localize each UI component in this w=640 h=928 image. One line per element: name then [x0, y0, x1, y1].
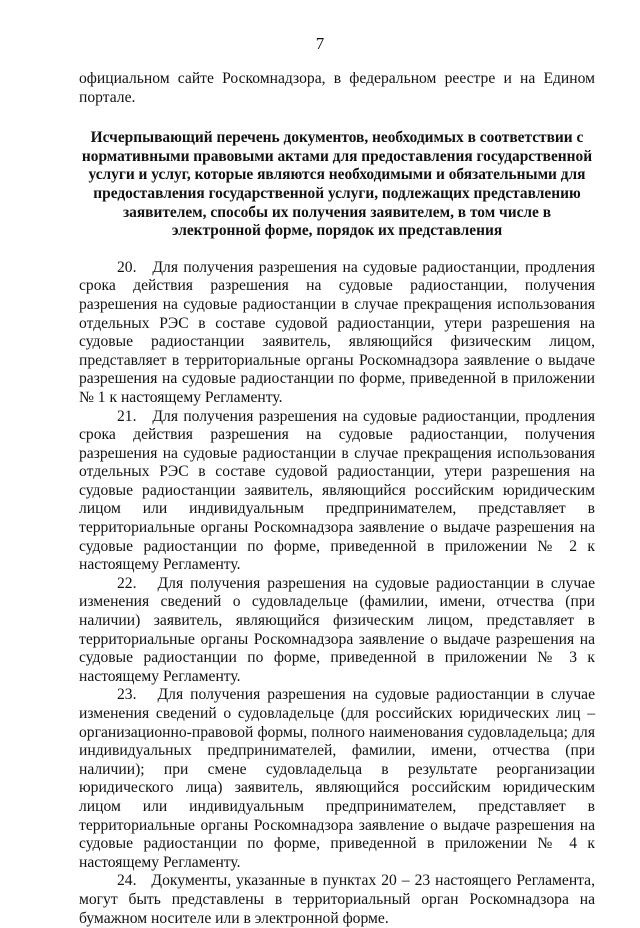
- paragraph-21: 21. Для получения разрешения на судовые радиостанции, продления срока действия разрешения на судовые радиостанции, получения разрешения на судовые радиостанции в случае прекращения использования отдельных РЭС в составе судовой радиостанции, утери разрешения на судовые радиостанции заявитель, являющийся российским юридическим лицом или индивидуальным предпринимателем, представляет в территориальные органы Роскомнадзора заявление о выдаче разрешения на судовые радиостанции по форме, приведенной в приложении № 2 к настоящему Регламенту.: [79, 407, 595, 574]
- section-heading: Исчерпывающий перечень документов, необходимых в соответствии с нормативными правовыми актами для предоставления государственной услуги и услуг, которые являются необходимыми и обязательными для предоставления государственной услуги, подлежащих представлению заявителем, способы их получения заявителем, в том числе в электронной форме, порядок их представления: [81, 129, 593, 240]
- paragraph-23: 23. Для получения разрешения на судовые радиостанции в случае изменения сведений о судовладельце (для российских юридических лиц – организационно-правовой формы, полного наименования судовладельца; для индивидуальных предпринимателей, фамилии, имени, отчества (при наличии); при смене судовладельца в результате реорганизации юридического лица) заявитель, являющийся российским юридическим лицом или индивидуальным предпринимателем, представляет в территориальные органы Роскомнадзора заявление о выдаче разрешения на судовые радиостанции по форме, приведенной в приложении № 4 к настоящему Регламенту.: [79, 686, 595, 871]
- paragraph-20: 20. Для получения разрешения на судовые радиостанции, продления срока действия разрешения на судовые радиостанции, получения разрешения на судовые радиостанции в случае прекращения использования отдельных РЭС в составе судовой радиостанции, утери разрешения на судовые радиостанции заявитель, являющийся физическим лицом, представляет в территориальные органы Роскомнадзора заявление о выдаче разрешения на судовые радиостанции по форме, приведенной в приложении № 1 к настоящему Регламенту.: [79, 258, 595, 406]
- document-body: [79, 70, 595, 928]
- paragraph-24: 24. Документы, указанные в пунктах 20 – 23 настоящего Регламента, могут быть представлены в территориальный орган Роскомнадзора на бумажном носителе или в электронной форме.: [79, 872, 595, 927]
- paragraph-22: 22. Для получения разрешения на судовые радиостанции в случае изменения сведений о судовладельце (фамилии, имени, отчества (при наличии) заявитель, являющийся физическим лицом, представляет в территориальные органы Роскомнадзора заявление о выдаче разрешения на судовые радиостанции по форме, приведенной в приложении № 3 к настоящему Регламенту.: [79, 574, 595, 685]
- page-number: 7: [315, 34, 325, 53]
- intro-paragraph: официальном сайте Роскомнадзора, в федеральном реестре и на Едином портале.: [79, 70, 595, 106]
